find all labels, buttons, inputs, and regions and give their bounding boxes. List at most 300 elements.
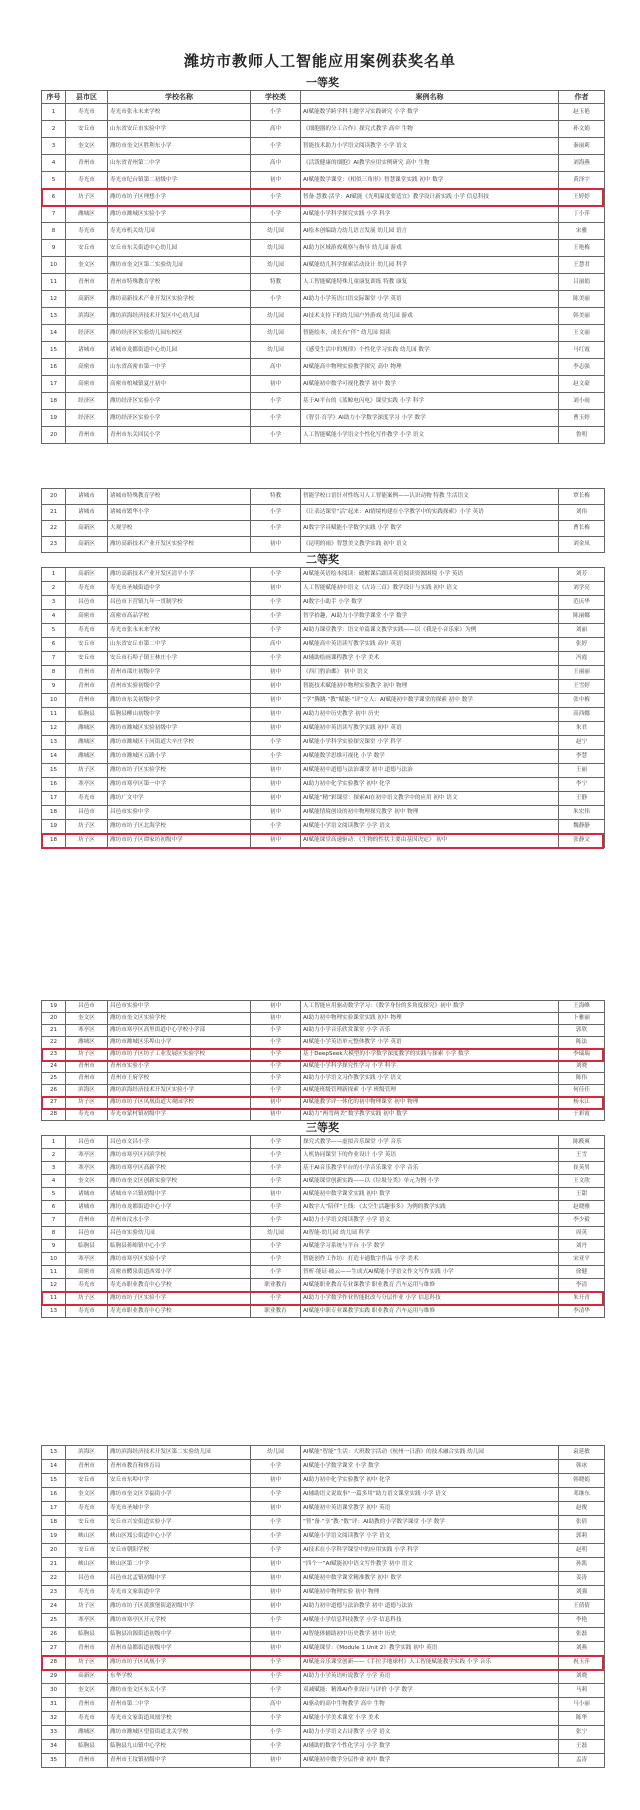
table-row bbox=[42, 521, 605, 537]
table-row bbox=[42, 680, 605, 694]
cell-school: 东华学校 bbox=[108, 1670, 251, 1684]
cell-index: 11 bbox=[42, 1292, 66, 1305]
cell-school-type: 小学 bbox=[251, 1175, 301, 1188]
table-row bbox=[42, 666, 605, 680]
cell-case-title: 《活泼健康的细胞》AI教学应用实例研究 高中 生物 bbox=[301, 155, 559, 172]
cell-school-type: 小学 bbox=[251, 1253, 301, 1266]
cell-index: 15 bbox=[42, 764, 66, 778]
table-row bbox=[42, 1097, 605, 1109]
cell-author: 王雪 bbox=[559, 1149, 605, 1162]
cell-index: 21 bbox=[42, 1558, 66, 1572]
cell-school: 潍坊市坊子区坊子工业发展区实验学校 bbox=[108, 1049, 251, 1061]
cell-case-title: AI赋能高中英语读写教学实践 高中 英语 bbox=[301, 638, 559, 652]
cell-school: 潍坊市寒亭区第一中学 bbox=[108, 778, 251, 792]
cell-district: 昌邑市 bbox=[66, 596, 108, 610]
cell-school: 潍坊市寒亭区河滨学校 bbox=[108, 1149, 251, 1162]
cell-author: 朱宏伟 bbox=[559, 806, 605, 820]
cell-case-title: AI数字小助手 小学 数学 bbox=[301, 596, 559, 610]
table-row bbox=[42, 1214, 605, 1227]
cell-author: 郭欣 bbox=[559, 1025, 605, 1037]
cell-case-title: AI赋能数学思维可视化 小学 数学 bbox=[301, 750, 559, 764]
table-row bbox=[42, 582, 605, 596]
table-row bbox=[42, 410, 605, 427]
cell-author: 李瑞瑞 bbox=[559, 1049, 605, 1061]
table-row bbox=[42, 189, 605, 206]
cell-case-title: AI赋能数学跨学科主题学习实践研究 小学 数学 bbox=[301, 104, 559, 121]
cell-index: 5 bbox=[42, 1188, 66, 1201]
cell-school-type: 小学 bbox=[251, 624, 301, 638]
cell-district: 高密市 bbox=[66, 359, 108, 376]
cell-district: 滨海区 bbox=[66, 1446, 108, 1460]
cell-school: 昌邑市文昌小学 bbox=[108, 1136, 251, 1149]
cell-author: 高西娜 bbox=[559, 708, 605, 722]
cell-case-title: 智备·慧教·活学：AI赋能《光明温度要适宜》教学设计新实践 小学 信息科技 bbox=[301, 189, 559, 206]
table-row bbox=[42, 1037, 605, 1049]
table-row bbox=[42, 1712, 605, 1726]
cell-school-type: 职业教育 bbox=[251, 1305, 301, 1318]
cell-district: 坊子区 bbox=[66, 1600, 108, 1614]
cell-index: 23 bbox=[42, 1586, 66, 1600]
cell-school: 青州市特殊教育学校 bbox=[108, 274, 251, 291]
cell-school-type: 初中 bbox=[251, 1001, 301, 1013]
cell-district: 高新区 bbox=[66, 568, 108, 582]
cell-school-type: 小学 bbox=[251, 750, 301, 764]
cell-case-title: “学”腾跳·“教”赋能·“评”立人：AI赋能初中数学课堂的探索 初中 数学 bbox=[301, 694, 559, 708]
cell-author: 覃长梅 bbox=[559, 489, 605, 505]
cell-case-title: 基于DeepSeek大模型的小学数学深度教学的实践与探索 小学 数学 bbox=[301, 1049, 559, 1061]
cell-case-title: 人工智能赋能特殊儿童康复训练 特教 康复 bbox=[301, 274, 559, 291]
cell-school-type: 初中 bbox=[251, 1474, 301, 1488]
cell-school-type: 小学 bbox=[251, 1670, 301, 1684]
cell-case-title: AI赋能高中物理实验教学探究 高中 物理 bbox=[301, 359, 559, 376]
cell-school-type: 初中 bbox=[251, 680, 301, 694]
cell-author: 杨永江 bbox=[559, 1097, 605, 1109]
cell-district: 昌邑市 bbox=[66, 1001, 108, 1013]
table-row bbox=[42, 325, 605, 342]
cell-index: 17 bbox=[42, 1502, 66, 1516]
cell-school: 诸城市特殊教育学校 bbox=[108, 489, 251, 505]
cell-school: 山东省高密市第一中学 bbox=[108, 359, 251, 376]
table-row bbox=[42, 489, 605, 505]
cell-district: 坊子区 bbox=[66, 189, 108, 206]
cell-school-type: 初中 bbox=[251, 1572, 301, 1586]
cell-district: 潍城区 bbox=[66, 750, 108, 764]
cell-case-title: AI赋能职业教育专业课教学 职业教育 汽车运用与维修 bbox=[301, 1279, 559, 1292]
cell-district: 奎文区 bbox=[66, 1013, 108, 1025]
table-row bbox=[42, 172, 605, 189]
cell-case-title: AI赋能初中英语读写教学实践 初中 英语 bbox=[301, 722, 559, 736]
cell-school-type: 小学 bbox=[251, 1085, 301, 1097]
cell-index: 33 bbox=[42, 1726, 66, 1740]
cell-index: 22 bbox=[42, 521, 66, 537]
cell-school: 潍坊市奎文区第二实验幼儿园 bbox=[108, 257, 251, 274]
table-row bbox=[42, 1670, 605, 1684]
cell-case-title: AI赋能课堂创新实践——以《垃圾分类》单元为例 小学 bbox=[301, 1175, 559, 1188]
cell-index: 10 bbox=[42, 694, 66, 708]
table-row bbox=[42, 1754, 605, 1768]
cell-author: 朱君 bbox=[559, 722, 605, 736]
cell-school: 临朐县柳山初级中学 bbox=[108, 708, 251, 722]
cell-case-title: 智能学校口语针对性练习人工智能案例——认识动物 特教 生活语文 bbox=[301, 489, 559, 505]
cell-district: 坊子区 bbox=[66, 764, 108, 778]
cell-school-type: 初中 bbox=[251, 1586, 301, 1600]
cell-case-title: AI赋能小学科学探究实践 小学 科学 bbox=[301, 206, 559, 223]
table-row bbox=[42, 1446, 605, 1460]
cell-index: 1 bbox=[42, 1136, 66, 1149]
table-row bbox=[42, 596, 605, 610]
table-row bbox=[42, 764, 605, 778]
cell-case-title: AI赋能小学数学课堂 小学 数学 bbox=[301, 1460, 559, 1474]
cell-author: 赵晓雅 bbox=[559, 1201, 605, 1214]
table-row bbox=[42, 359, 605, 376]
cell-district: 奎文区 bbox=[66, 1488, 108, 1502]
cell-district: 昌邑市 bbox=[66, 1227, 108, 1240]
cell-case-title: AI助力初中历史教学 初中 历史 bbox=[301, 708, 559, 722]
cell-school-type: 初中 bbox=[251, 537, 301, 553]
cell-author: 王艳梅 bbox=[559, 240, 605, 257]
header-cell: 序号 bbox=[42, 91, 66, 104]
cell-author: 李志强 bbox=[559, 359, 605, 376]
cell-index: 28 bbox=[42, 1109, 66, 1121]
page-4 bbox=[41, 1445, 604, 1768]
table-row bbox=[42, 1025, 605, 1037]
table-row bbox=[42, 427, 605, 444]
cell-district: 高新区 bbox=[66, 537, 108, 553]
cell-author: 王倩倩 bbox=[559, 1600, 605, 1614]
cell-school: 临朐县冶源街道初级中学 bbox=[108, 1628, 251, 1642]
cell-author: 赵文豪 bbox=[559, 376, 605, 393]
cell-index: 12 bbox=[42, 291, 66, 308]
cell-author: 王婷婷 bbox=[559, 189, 605, 206]
cell-district: 滨海区 bbox=[66, 308, 108, 325]
cell-index: 14 bbox=[42, 1460, 66, 1474]
table-row bbox=[42, 1253, 605, 1266]
cell-school-type: 初中 bbox=[251, 582, 301, 596]
cell-school-type: 小学 bbox=[251, 1516, 301, 1530]
cell-case-title: 基于AI平台的《蓝鲸电闪电》课堂实践 小学 科学 bbox=[301, 393, 559, 410]
cell-school: 寿光市机关幼儿园 bbox=[108, 223, 251, 240]
cell-author: 冯霞 bbox=[559, 652, 605, 666]
cell-author: 刘丽 bbox=[559, 624, 605, 638]
cell-school-type: 小学 bbox=[251, 1162, 301, 1175]
table-row bbox=[42, 778, 605, 792]
cell-index: 34 bbox=[42, 1740, 66, 1754]
cell-district: 滨海区 bbox=[66, 1085, 108, 1097]
cell-school: 临朐县蒋峪镇中心小学 bbox=[108, 1240, 251, 1253]
cell-index: 15 bbox=[42, 1474, 66, 1488]
cell-index: 14 bbox=[42, 750, 66, 764]
cell-case-title: AI赋能情境创设的初中物理探究教学 初中 物理 bbox=[301, 806, 559, 820]
cell-index: 23 bbox=[42, 1049, 66, 1061]
cell-school: 潍坊经济区实验小学 bbox=[108, 410, 251, 427]
cell-district: 潍城区 bbox=[66, 206, 108, 223]
header-cell: 学校类 bbox=[251, 91, 301, 104]
cell-case-title: 人工智能赋能初中语文《古诗三首》教学设计与实践 初中 语文 bbox=[301, 582, 559, 596]
cell-author: 赵宁 bbox=[559, 736, 605, 750]
cell-case-title: AI赋能初中数学课堂精准教学 初中 数学 bbox=[301, 1572, 559, 1586]
cell-author: 王文欣 bbox=[559, 1175, 605, 1188]
cell-author: 孙文娟 bbox=[559, 121, 605, 138]
cell-author: 卜雅丽 bbox=[559, 1013, 605, 1025]
cell-school-type: 小学 bbox=[251, 1240, 301, 1253]
table-row bbox=[42, 568, 605, 582]
cell-school: 潍坊市寒亭区开元学校 bbox=[108, 1614, 251, 1628]
cell-index: 15 bbox=[42, 342, 66, 359]
cell-author: 李少毅 bbox=[559, 1214, 605, 1227]
cell-author: 刘学亮 bbox=[559, 582, 605, 596]
cell-index: 4 bbox=[42, 610, 66, 624]
cell-case-title: 智能技术赋能初中物理实验教学 初中 物理 bbox=[301, 680, 559, 694]
cell-case-title: 《让表达课堂“活”起来：AI情境构建在小学教学中的实践探索》小学 英语 bbox=[301, 505, 559, 521]
cell-index: 30 bbox=[42, 1684, 66, 1698]
cell-case-title: AI辅助语文说故事“一篇多用”助力语文课堂实践 小学 语文 bbox=[301, 1488, 559, 1502]
cell-school-type: 初中 bbox=[251, 1109, 301, 1121]
table-row bbox=[42, 537, 605, 553]
cell-school-type: 高中 bbox=[251, 359, 301, 376]
cell-index: 13 bbox=[42, 1446, 66, 1460]
cell-author: 刘芳 bbox=[559, 568, 605, 582]
cell-case-title: 人机协同课堂下的作业设计 小学 英语 bbox=[301, 1149, 559, 1162]
cell-index: 26 bbox=[42, 1628, 66, 1642]
cell-author: 刘燕 bbox=[559, 1642, 605, 1656]
first-prize-table-2 bbox=[41, 488, 605, 553]
cell-school-type: 职业教育 bbox=[251, 1279, 301, 1292]
cell-index: 22 bbox=[42, 1572, 66, 1586]
cell-school: 潍坊市奎文区幸福街小学 bbox=[108, 1488, 251, 1502]
cell-case-title: AI赋能小学英语单元整体教学 小学 英语 bbox=[301, 1037, 559, 1049]
cell-author: 韩晓娟 bbox=[559, 1474, 605, 1488]
cell-district: 昌邑市 bbox=[66, 1136, 108, 1149]
cell-case-title: AI赋能小学科学实验探究课堂 小学 科学 bbox=[301, 736, 559, 750]
cell-author: 郭莉 bbox=[559, 1530, 605, 1544]
cell-index: 12 bbox=[42, 1279, 66, 1292]
cell-school: 高密市醴泉街道西郊小学 bbox=[108, 1266, 251, 1279]
cell-author: 刘强 bbox=[559, 1586, 605, 1600]
cell-school-type: 幼儿园 bbox=[251, 1227, 301, 1240]
cell-case-title: AI赋能初中数学可视化教学 初中 数学 bbox=[301, 376, 559, 393]
cell-author: 曹长梅 bbox=[559, 521, 605, 537]
cell-author: 祝玉萍 bbox=[559, 1656, 605, 1670]
table-row bbox=[42, 1240, 605, 1253]
cell-case-title: “智”备·“享”教·“数”评：AI助教的小学数学课堂 小学 数学 bbox=[301, 1516, 559, 1530]
cell-school: 安丘市石埠子镇王林庄小学 bbox=[108, 652, 251, 666]
table-row bbox=[42, 1488, 605, 1502]
cell-school: 潍坊滨海经济技术开发区第二实验幼儿园 bbox=[108, 1446, 251, 1460]
cell-school: 寿光市张永未来学校 bbox=[108, 624, 251, 638]
cell-case-title: AI助力初中道德与法治教学 初中 道德与法治 bbox=[301, 1600, 559, 1614]
cell-district: 寿光市 bbox=[66, 792, 108, 806]
cell-district: 坊子区 bbox=[66, 834, 108, 848]
document-title: 潍坊市教师人工智能应用案例获奖名单 bbox=[183, 52, 456, 70]
cell-school: 昌邑市实验中学 bbox=[108, 1001, 251, 1013]
cell-index: 20 bbox=[42, 427, 66, 444]
cell-author: 赵俊 bbox=[559, 1502, 605, 1516]
cell-school: 潍坊市坊子区凤凰小学 bbox=[108, 1656, 251, 1670]
cell-school: 寿光市纪台镇第二初级中学 bbox=[108, 172, 251, 189]
cell-school-type: 小学 bbox=[251, 1061, 301, 1073]
cell-district: 青州市 bbox=[66, 1698, 108, 1712]
table-row bbox=[42, 1628, 605, 1642]
table-header-row bbox=[42, 91, 605, 104]
table-row bbox=[42, 750, 605, 764]
cell-author: 宋亚平 bbox=[559, 1253, 605, 1266]
cell-author: 何佳佳 bbox=[559, 1085, 605, 1097]
cell-district: 经济区 bbox=[66, 325, 108, 342]
table-row bbox=[42, 138, 605, 155]
cell-author: 吕丽娟 bbox=[559, 274, 605, 291]
cell-school-type: 初中 bbox=[251, 1097, 301, 1109]
cell-school-type: 幼儿园 bbox=[251, 240, 301, 257]
cell-author: 王海峰 bbox=[559, 1001, 605, 1013]
cell-case-title: AI技术在小学科学课堂中的应用实践 小学 科学 bbox=[301, 1544, 559, 1558]
cell-school-type: 小学 bbox=[251, 1149, 301, 1162]
cell-district: 寿光市 bbox=[66, 223, 108, 240]
cell-school: 山东省安丘市第二中学 bbox=[108, 638, 251, 652]
table-row bbox=[42, 206, 605, 223]
table-row bbox=[42, 1684, 605, 1698]
cell-district: 奎文区 bbox=[66, 138, 108, 155]
table-row bbox=[42, 1109, 605, 1121]
cell-school-type: 小学 bbox=[251, 1292, 301, 1305]
table-row bbox=[42, 308, 605, 325]
cell-district: 临朐县 bbox=[66, 1628, 108, 1642]
cell-index: 6 bbox=[42, 1201, 66, 1214]
cell-school-type: 初中 bbox=[251, 1013, 301, 1025]
cell-school-type: 特教 bbox=[251, 274, 301, 291]
cell-district: 寿光市 bbox=[66, 1305, 108, 1318]
cell-school: 寿光市张永未来学校 bbox=[108, 104, 251, 121]
second-prize-heading: 二等奖 bbox=[306, 553, 339, 566]
cell-school-type: 初中 bbox=[251, 694, 301, 708]
table-row bbox=[42, 1572, 605, 1586]
cell-index: 10 bbox=[42, 257, 66, 274]
cell-school: 大观学校 bbox=[108, 521, 251, 537]
cell-district: 峡山区 bbox=[66, 1530, 108, 1544]
cell-index: 18 bbox=[42, 393, 66, 410]
cell-case-title: AI数字人“陪伴”上线：《太空生活趣事多》为例的教学实践 bbox=[301, 1201, 559, 1214]
cell-district: 安丘市 bbox=[66, 638, 108, 652]
cell-district: 寿光市 bbox=[66, 104, 108, 121]
cell-school-type: 初中 bbox=[251, 1628, 301, 1642]
cell-school-type: 小学 bbox=[251, 1049, 301, 1061]
cell-school-type: 小学 bbox=[251, 652, 301, 666]
cell-district: 安丘市 bbox=[66, 652, 108, 666]
cell-school-type: 小学 bbox=[251, 1025, 301, 1037]
table-row bbox=[42, 1460, 605, 1474]
cell-district: 寒亭区 bbox=[66, 1162, 108, 1175]
cell-district: 临朐县 bbox=[66, 1240, 108, 1253]
table-row bbox=[42, 792, 605, 806]
cell-index: 16 bbox=[42, 359, 66, 376]
cell-author: 徐健 bbox=[559, 1266, 605, 1279]
cell-school-type: 幼儿园 bbox=[251, 308, 301, 325]
cell-index: 25 bbox=[42, 1614, 66, 1628]
cell-index: 9 bbox=[42, 1240, 66, 1253]
cell-school-type: 小学 bbox=[251, 820, 301, 834]
cell-author: 张宁 bbox=[559, 1726, 605, 1740]
cell-school-type: 小学 bbox=[251, 189, 301, 206]
cell-school-type: 小学 bbox=[251, 1726, 301, 1740]
cell-district: 坊子区 bbox=[66, 1656, 108, 1670]
cell-author: 王文丽 bbox=[559, 325, 605, 342]
cell-case-title: AI赋能小学语文阅读教学 小学 语文 bbox=[301, 820, 559, 834]
cell-index: 22 bbox=[42, 1037, 66, 1049]
cell-school: 潍坊市东关初级中学 bbox=[108, 694, 251, 708]
cell-index: 3 bbox=[42, 596, 66, 610]
table-row bbox=[42, 1013, 605, 1025]
cell-index: 3 bbox=[42, 138, 66, 155]
cell-index: 32 bbox=[42, 1712, 66, 1726]
cell-district: 临朐县 bbox=[66, 1740, 108, 1754]
table-row bbox=[42, 1474, 605, 1488]
cell-district: 诸城市 bbox=[66, 489, 108, 505]
header-cell: 县市区 bbox=[66, 91, 108, 104]
cell-index: 11 bbox=[42, 708, 66, 722]
cell-school: 诸城市辛兴镇初级中学 bbox=[108, 1188, 251, 1201]
table-row bbox=[42, 1227, 605, 1240]
cell-school-type: 高中 bbox=[251, 1698, 301, 1712]
cell-school: 潍坊市潍城区乐埠山小学 bbox=[108, 1037, 251, 1049]
table-row bbox=[42, 342, 605, 359]
cell-school: 潍坊市寒亭区高新学校 bbox=[108, 1162, 251, 1175]
cell-school-type: 小学 bbox=[251, 521, 301, 537]
table-row bbox=[42, 708, 605, 722]
cell-school: 潍坊高新技术产业开发区实验学校 bbox=[108, 291, 251, 308]
page-2 bbox=[41, 488, 604, 848]
header-cell: 学校名称 bbox=[108, 91, 251, 104]
cell-case-title: 双减赋能：精准AI作业设计与评价 小学 数学 bbox=[301, 1684, 559, 1698]
cell-index: 4 bbox=[42, 155, 66, 172]
cell-district: 昌邑市 bbox=[66, 806, 108, 820]
cell-case-title: AI辅助的数学个性化学习 小学 数学 bbox=[301, 1740, 559, 1754]
cell-school: 高密市柏城镇夏庄初中 bbox=[108, 376, 251, 393]
cell-index: 20 bbox=[42, 489, 66, 505]
cell-school-type: 初中 bbox=[251, 778, 301, 792]
cell-index: 17 bbox=[42, 792, 66, 806]
cell-index: 14 bbox=[42, 325, 66, 342]
cell-case-title: AI赋能音乐课堂创新——《手拉手地球村》人工智能赋能教学实践 小学 音乐 bbox=[301, 1656, 559, 1670]
third-prize-heading: 三等奖 bbox=[306, 1121, 339, 1134]
cell-case-title: AI赋能初中数学课堂实践 初中 数学 bbox=[301, 1188, 559, 1201]
cell-case-title: AI赋能小学美术课堂 小学 美术 bbox=[301, 1712, 559, 1726]
cell-school: 安丘市东埠中学 bbox=[108, 1474, 251, 1488]
header-cell: 案例名称 bbox=[301, 91, 559, 104]
cell-case-title: AI赋能课堂：《Module 1 Unit 2》教学实践 初中 英语 bbox=[301, 1642, 559, 1656]
cell-case-title: 智能绘本，成长有“伴” 幼儿园 阅读 bbox=[301, 325, 559, 342]
table-row bbox=[42, 1698, 605, 1712]
cell-case-title: 智能技术助力小学语文阅读教学 小学 语文 bbox=[301, 138, 559, 155]
cell-author: 刘晓 bbox=[559, 1670, 605, 1684]
cell-case-title: 探究式教学——虚拟音乐课堂 小学 音乐 bbox=[301, 1136, 559, 1149]
cell-author: 姜涛 bbox=[559, 1572, 605, 1586]
cell-school-type: 初中 bbox=[251, 1600, 301, 1614]
table-row bbox=[42, 736, 605, 750]
cell-author: 王甜 bbox=[559, 1188, 605, 1201]
cell-school-type: 初中 bbox=[251, 1754, 301, 1768]
table-row bbox=[42, 652, 605, 666]
cell-school: 青州市王府学校 bbox=[108, 1073, 251, 1085]
cell-school: 潍坊市潍城区实验小学 bbox=[108, 206, 251, 223]
cell-index: 5 bbox=[42, 172, 66, 189]
cell-school-type: 幼儿园 bbox=[251, 1446, 301, 1460]
cell-author: 韩冰 bbox=[559, 1460, 605, 1474]
cell-school: 潍坊市奎文区东关小学 bbox=[108, 1684, 251, 1698]
cell-school-type: 小学 bbox=[251, 1037, 301, 1049]
cell-index: 20 bbox=[42, 1013, 66, 1025]
table-row bbox=[42, 393, 605, 410]
cell-author: 刘小雨 bbox=[559, 393, 605, 410]
cell-index: 19 bbox=[42, 1001, 66, 1013]
